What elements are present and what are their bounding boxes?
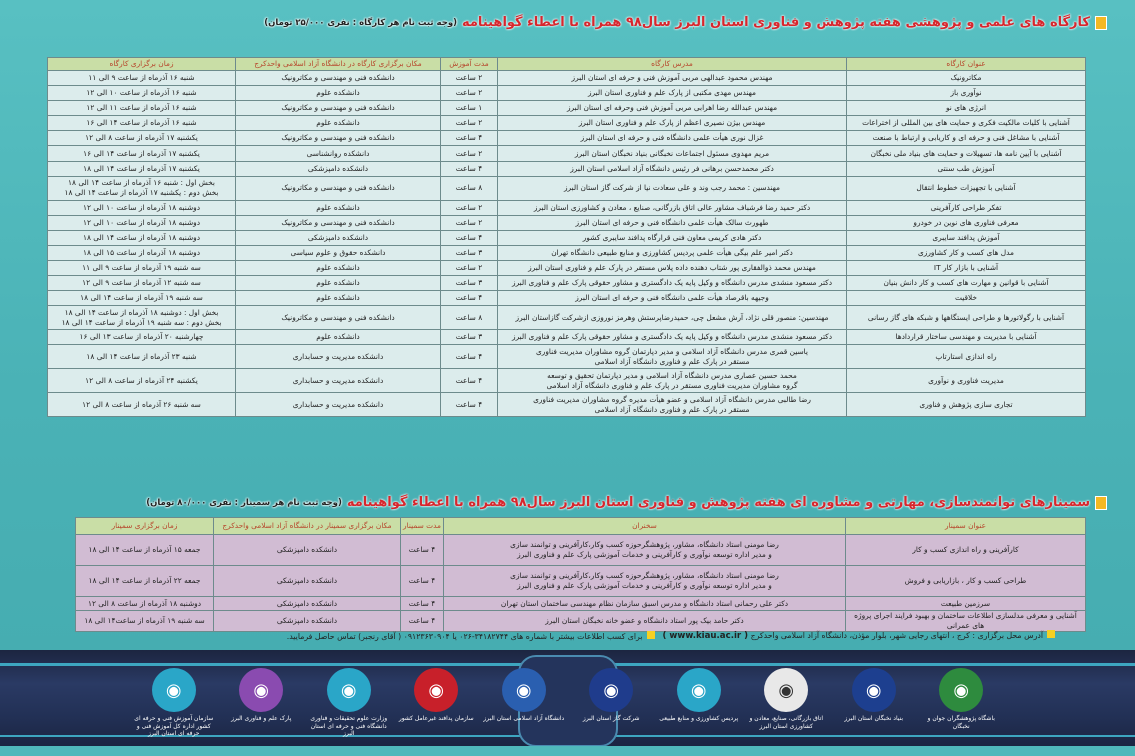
azad-university-logo-icon: ◉ <box>502 668 546 712</box>
table-row <box>48 261 1086 276</box>
cell-duration: ۲ ساعت <box>441 200 498 215</box>
header-time: زمان برگزاری سمینار <box>76 518 214 535</box>
cell-duration: ۳ ساعت <box>441 330 498 345</box>
table-row <box>48 276 1086 291</box>
header-duration: مدت سمینار <box>401 518 444 535</box>
teacher-line-1: رضا طالبی مدرس دانشگاه آزاد اسلامی و عضو هیأت مدیره گروه مشاوران مدیریت فناوری <box>533 394 811 404</box>
cell-place: دانشکده مدیریت و حسابداری <box>236 393 441 417</box>
cell-title: آشنایی با کلیات مالکیت فکری و حمایت های بین المللی از اختراعات <box>847 116 1086 131</box>
cell-teacher <box>498 369 847 393</box>
cell-title: آشنایی با قوانین و مهارت های کسب و کار دانش بنیان <box>847 276 1086 291</box>
header-duration: مدت آموزش <box>441 58 498 71</box>
table-row <box>48 176 1086 200</box>
contact-line <box>287 631 655 641</box>
seminars-fee: (وجه ثبت نام هر سمینار : نفری ۸۰/۰۰۰ تومان) <box>146 497 342 508</box>
cell-duration: ۳ ساعت <box>441 276 498 291</box>
table-row <box>48 116 1086 131</box>
cell-title: مدل های کسب و کار کشاورزی <box>847 245 1086 260</box>
cell-duration: ۸ ساعت <box>441 306 498 330</box>
cell-title: نوآوری باز <box>847 86 1086 101</box>
cell-duration: ۴ ساعت <box>401 597 444 611</box>
cell-place: دانشکده دامپزشکی <box>214 535 401 566</box>
science-park-logo-icon: ◉ <box>239 668 283 712</box>
sponsor-logo <box>133 668 215 738</box>
cell-place: دانشکده فنی و مهندسی و مکاترونیک <box>236 306 441 330</box>
header-time: زمان برگزاری کارگاه <box>48 58 236 71</box>
table-row <box>76 597 1086 611</box>
workshops-heading <box>20 15 1107 30</box>
speaker-line: و مدیر اداره توسعه نوآوری و کارآفرینی و خدمات آموزشی پارک علم و فناوری البرز <box>517 581 772 590</box>
cell-duration: ۴ ساعت <box>441 369 498 393</box>
sponsor-logo <box>483 668 565 738</box>
header-place: مکان برگزاری سمینار در دانشگاه آزاد اسلامی واحدکرج <box>214 518 401 535</box>
cell-teacher: دکتر امیر علم بیگی هیأت علمی پردیس کشاورزی و منابع طبیعی دانشگاه تهران <box>498 245 847 260</box>
teacher-line-1: یاسین قمری مدرس دانشگاه آزاد اسلامی و مدیر دپارتمان گروه مشاوران مدیریت فناوری <box>536 346 808 356</box>
cell-time: یکشنبه ۱۷ آذرماه از ساعت ۱۴ الی ۱۸ <box>48 161 236 176</box>
cell-place: دانشکده علوم <box>236 116 441 131</box>
cell-place: دانشکده علوم <box>236 330 441 345</box>
cell-title: طراحی کسب و کار ، بازاریابی و فروش <box>846 566 1086 597</box>
logo-label: پارک علم و فناوری البرز <box>231 715 292 722</box>
cell-teacher: وجیهه باقرصاد هیأت علمی دانشگاه فنی و حرفه ای استان البرز <box>498 291 847 306</box>
cell-time: شنبه ۱۶ آذرماه از ساعت ۱۴ الی ۱۶ <box>48 116 236 131</box>
sponsor-logo <box>658 668 740 738</box>
tvto-logo-icon: ◉ <box>152 668 196 712</box>
cell-speaker <box>444 597 846 611</box>
table-row <box>76 611 1086 632</box>
cell-title: آشنایی با تجهیزات خطوط انتقال <box>847 176 1086 200</box>
cell-place: دانشکده مدیریت و حسابداری <box>236 369 441 393</box>
sponsor-logo <box>920 668 1002 738</box>
table-row <box>48 161 1086 176</box>
logo-label: بنیاد نخبگان استان البرز <box>844 715 904 722</box>
cell-duration: ۸ ساعت <box>441 176 498 200</box>
contact-text: برای کسب اطلاعات بیشتر با شماره های ۳۴۱۸۲۷۴۴-۰۲۶ یا ۰۹۱۲۳۶۳۰۹۰۴ ( آقای رنجبر) تماس حاصل فرمایید. <box>286 631 643 641</box>
cell-time <box>48 176 236 200</box>
cell-time: سه شنبه ۱۹ آذرماه از ساعت ۹ الی ۱۱ <box>48 261 236 276</box>
cell-duration: ۴ ساعت <box>401 535 444 566</box>
logo-label: سازمان پدافند غیرعامل کشور <box>398 715 474 722</box>
bullet-square-icon <box>1095 496 1107 510</box>
website-link[interactable]: ( www.kiau.ac.ir ) <box>662 631 749 641</box>
workshops-title: کارگاه های علمی و پژوهشی هفته پژوهش و فناوری استان البرز سال۹۸ همراه با اعطاء گواهینامه <box>462 15 1090 30</box>
cell-title: معرفی فناوری های نوین در خودرو <box>847 215 1086 230</box>
logo-label: دانشگاه آزاد اسلامی استان البرز <box>483 715 565 722</box>
speaker-line: دکتر حامد بیک پور استاد دانشگاه و عضو خانه نخبگان استان البرز <box>545 616 744 625</box>
cell-title: آشنایی با آیین نامه ها، تسهیلات و حمایت های بنیاد ملی نخبگان <box>847 146 1086 161</box>
header-teacher: سخنران <box>444 518 846 535</box>
teacher-line-2: مستقر در پارک علم و فناوری دانشگاه آزاد اسلامی <box>594 356 750 366</box>
header-row <box>48 58 1086 71</box>
passive-defense-logo-icon: ◉ <box>414 668 458 712</box>
table-row <box>48 306 1086 330</box>
cell-title: آشنایی با بازار کار IT <box>847 261 1086 276</box>
logo-label: اتاق بازرگانی، صنایع، معادن و کشاورزی استان البرز <box>749 715 823 730</box>
cell-speaker <box>444 566 846 597</box>
cell-teacher: دکتر هادی کریمی معاون فنی قرارگاه پدافند سایبری کشور <box>498 230 847 245</box>
cell-duration: ۲ ساعت <box>441 261 498 276</box>
teacher-line-1: محمد حسین عصاری مدرس دانشگاه آزاد اسلامی و مدیر دپارتمان تحقیق و توسعه <box>547 370 797 380</box>
cell-teacher: مهندس بیژن نصیری اعظم از پارک علم و فناوری استان البرز <box>498 116 847 131</box>
cell-teacher: مریم مهدوی مسئول اجتماعات نخبگانی بنیاد نخبگان استان البرز <box>498 146 847 161</box>
cell-title: راه اندازی استارتاپ <box>847 345 1086 369</box>
table-row <box>76 566 1086 597</box>
footer-info <box>20 630 1055 641</box>
teacher-line-2: مستقر در پارک علم و فناوری دانشگاه آزاد اسلامی <box>594 404 750 414</box>
speaker-line: و مدیر اداره توسعه نوآوری و کارآفرینی و خدمات آموزشی پارک علم و فناوری البرز <box>517 550 772 559</box>
cell-place: دانشکده فنی و مهندسی و مکاترونیک <box>236 71 441 86</box>
cell-time: سه شنبه ۲۶ آذرماه از ساعت ۸ الی ۱۲ <box>48 393 236 417</box>
cell-teacher: طهورث سالک هیأت علمی دانشگاه فنی و حرفه ای استان البرز <box>498 215 847 230</box>
table-row <box>48 86 1086 101</box>
logo-label: وزارت علوم تحقیقات و فناوری دانشگاه فنی و حرفه ای استان البرز <box>310 715 388 737</box>
cell-time: دوشنبه ۱۸ آذرماه از ساعت ۱۵ الی ۱۸ <box>48 245 236 260</box>
logo-label: باشگاه پژوهشگران جوان و نخبگان <box>927 715 995 730</box>
table-row <box>48 369 1086 393</box>
cell-time: چهارشنبه ۲۰ آذرماه از ساعت ۱۳ الی ۱۶ <box>48 330 236 345</box>
cell-place: دانشکده علوم <box>236 276 441 291</box>
cell-place: دانشکده دامپزشکی <box>236 161 441 176</box>
cell-teacher <box>498 345 847 369</box>
seminars-table <box>75 517 1086 632</box>
cell-teacher: مهندسین: منصور قلی نژاد، آرش مشعل چی، حمیدرضاپرستش وهرمز نوروزی ازشرکت گازاستان البرز <box>498 306 847 330</box>
sponsor-logo <box>570 668 652 738</box>
cell-place: دانشکده فنی و مهندسی و مکاترونیک <box>236 131 441 146</box>
cell-place: دانشکده روانشناسی <box>236 146 441 161</box>
workshops-fee: (وجه ثبت نام هر کارگاه : نفری ۲۵/۰۰۰ تومان) <box>264 17 457 28</box>
cell-teacher: غزال نوری هیأت علمی دانشگاه فنی و حرفه ای استان البرز <box>498 131 847 146</box>
cell-place: دانشکده فنی و مهندسی و مکاترونیک <box>236 215 441 230</box>
technical-vocational-university-logo-icon: ◉ <box>327 668 371 712</box>
seminars-heading <box>20 495 1107 510</box>
cell-time: سه شنبه ۱۹ آذرماه از ساعت۱۴ الی ۱۸ <box>76 611 214 632</box>
address-text: آدرس محل برگزاری : کرج ، انتهای رجایی شهر، بلوار مؤذن، دانشگاه آزاد اسلامی واحدکرج <box>750 631 1043 640</box>
sponsor-logo <box>833 668 915 738</box>
table-row <box>48 215 1086 230</box>
gas-company-logo-icon: ◉ <box>589 668 633 712</box>
sponsor-logo <box>220 668 302 738</box>
cell-time: دوشنبه ۱۸ آذرماه از ساعت ۸ الی ۱۲ <box>76 597 214 611</box>
table-row <box>48 393 1086 417</box>
cell-teacher: مهندس محمد ذوالفقاری پور شتاب دهنده داده پلاس مستقر در پارک علم و فناوری استان البرز <box>498 261 847 276</box>
cell-time: سه شنبه ۱۲ آذرماه از ساعت ۹ الی ۱۲ <box>48 276 236 291</box>
cell-place: دانشکده حقوق و علوم سیاسی <box>236 245 441 260</box>
cell-place: دانشکده دامپزشکی <box>214 611 401 632</box>
cell-duration: ۲ ساعت <box>441 116 498 131</box>
table-row <box>48 131 1086 146</box>
cell-teacher: دکتر مسعود منشدی مدرس دانشگاه و وکیل پایه یک دادگستری و مشاور حقوقی پارک علم و فناوری البرز <box>498 276 847 291</box>
cell-time: سه شنبه ۱۹ آذرماه از ساعت ۱۴ الی ۱۸ <box>48 291 236 306</box>
header-title: عنوان سمینار <box>846 518 1086 535</box>
cell-title: آشنایی و معرفی مدلسازی اطلاعات ساختمان و بهبود فرایند اجرای پروژه های عمرانی <box>846 611 1086 632</box>
cell-place: دانشکده علوم <box>236 291 441 306</box>
cell-title: تجاری سازی پژوهش و فناوری <box>847 393 1086 417</box>
sponsor-logo <box>308 668 390 738</box>
cell-time: دوشنبه ۱۸ آذرماه از ساعت ۱۰ الی ۱۲ <box>48 200 236 215</box>
cell-time: دوشنبه ۱۸ آذرماه از ساعت ۱۴ الی ۱۸ <box>48 230 236 245</box>
cell-title: آموزش پدافند سایبری <box>847 230 1086 245</box>
cell-duration: ۴ ساعت <box>401 566 444 597</box>
cell-duration: ۴ ساعت <box>441 230 498 245</box>
logo-label: سازمان آموزش فنی و حرفه ای کشور اداره کل آموزش فنی و حرفه ای استان البرز <box>134 715 214 737</box>
cell-duration: ۴ ساعت <box>441 393 498 417</box>
time-part-1: بخش اول : دوشنبه ۱۸ آذرماه از ساعت ۱۴ الی ۱۸ <box>64 307 219 317</box>
cell-title: مکاترونیک <box>847 71 1086 86</box>
cell-teacher <box>498 393 847 417</box>
cell-teacher: دکتر مسعود منشدی مدرس دانشگاه و وکیل پایه یک دادگستری و مشاور حقوقی پارک علم و فناوری البرز <box>498 330 847 345</box>
cell-time: شنبه ۱۶ آذرماه از ساعت ۱۰ الی ۱۲ <box>48 86 236 101</box>
cell-teacher: مهندس عبدالله رضا اهرابی مربی آموزش فنی وحرفه ای استان البرز <box>498 101 847 116</box>
cell-title: سرزمین طبیعت <box>846 597 1086 611</box>
cell-place: دانشکده دامپزشکی <box>236 230 441 245</box>
table-row <box>48 71 1086 86</box>
cell-place: دانشکده فنی و مهندسی و مکاترونیک <box>236 101 441 116</box>
cell-place: دانشکده علوم <box>236 200 441 215</box>
cell-time <box>48 306 236 330</box>
cell-title: کارآفرینی و راه اندازی کسب و کار <box>846 535 1086 566</box>
cell-place: دانشکده علوم <box>236 261 441 276</box>
cell-duration: ۳ ساعت <box>441 245 498 260</box>
cell-place: دانشکده دامپزشکی <box>214 566 401 597</box>
bottom-strip <box>0 746 1135 756</box>
young-researchers-club-logo-icon: ◉ <box>939 668 983 712</box>
address-line <box>663 630 1055 641</box>
cell-duration: ۴ ساعت <box>441 161 498 176</box>
sponsor-logo <box>745 668 827 738</box>
table-row <box>48 245 1086 260</box>
bullet-square-icon <box>1047 630 1055 638</box>
header-row <box>76 518 1086 535</box>
header-title: عنوان کارگاه <box>847 58 1086 71</box>
cell-teacher: مهندس محمود عبدالهی مربی آموزش فنی و حرفه ای استان البرز <box>498 71 847 86</box>
cell-place: دانشکده دامپزشکی <box>214 597 401 611</box>
table-row <box>48 330 1086 345</box>
chamber-of-commerce-logo-icon: ◉ <box>764 668 808 712</box>
cell-time: جمعه ۲۲ آذرماه از ساعت ۱۴ الی ۱۸ <box>76 566 214 597</box>
sponsor-logo <box>395 668 477 738</box>
table-row <box>48 200 1086 215</box>
cell-teacher: مهندسین : محمد رجب وند و علی سعادت نیا از شرکت گاز استان البرز <box>498 176 847 200</box>
cell-time: شنبه ۲۳ آذرماه از ساعت ۱۴ الی ۱۸ <box>48 345 236 369</box>
cell-speaker <box>444 611 846 632</box>
cell-speaker <box>444 535 846 566</box>
header-place: مکان برگزاری کارگاه در دانشگاه آزاد اسلامی واحدکرج <box>236 58 441 71</box>
cell-time: شنبه ۱۶ آذرماه از ساعت ۹ الی ۱۱ <box>48 71 236 86</box>
cell-duration: ۴ ساعت <box>441 131 498 146</box>
speaker-line: دکتر علی رحمانی استاد دانشگاه و مدرس اسبق سازمان نظام مهندسی ساختمان استان تهران <box>500 598 789 608</box>
cell-duration: ۲ ساعت <box>441 215 498 230</box>
cell-duration: ۴ ساعت <box>441 291 498 306</box>
cell-teacher: دکتر محمدحسن برهانی فر رئیس دانشگاه آزاد اسلامی استان البرز <box>498 161 847 176</box>
sponsor-logos <box>0 668 1135 738</box>
workshops-table <box>47 57 1086 417</box>
seminars-title: سمینارهای توانمندسازی، مهارتی و مشاوره ای هفته پژوهش و فناوری استان البرز سال۹۸ همراه با اعطاء گواهینامه <box>346 495 1090 510</box>
cell-duration: ۲ ساعت <box>441 86 498 101</box>
cell-time: یکشنبه ۱۷ آذرماه از ساعت ۱۴ الی ۱۶ <box>48 146 236 161</box>
cell-title: آشنایی با مدیریت و مهندسی ساختار قراردادها <box>847 330 1086 345</box>
cell-title: تفکر طراحی کارآفرینی <box>847 200 1086 215</box>
cell-time: یکشنبه ۱۷ آذرماه از ساعت ۸ الی ۱۲ <box>48 131 236 146</box>
cell-time: جمعه ۱۵ آذرماه از ساعت ۱۴ الی ۱۸ <box>76 535 214 566</box>
university-of-tehran-logo-icon: ◉ <box>677 668 721 712</box>
time-part-2: بخش دوم : یکشنبه ۱۷ آذرماه از ساعت ۱۴ الی ۱۸ <box>64 188 219 198</box>
speaker-line: رضا مومنی استاد دانشگاه، مشاور، پژوهشگرحوزه کسب وکار،کارآفرینی و توانمند سازی <box>510 540 779 549</box>
teacher-line-2: گروه مشاوران مدیریت فناوری مستقر در پارک علم و فناوری دانشگاه آزاد اسلامی <box>546 380 798 390</box>
time-part-2: بخش دوم : سه شنبه ۱۹ آذرماه از ساعت ۱۴ الی ۱۸ <box>61 317 222 327</box>
cell-title: آموزش طب سنتی <box>847 161 1086 176</box>
cell-teacher: دکتر حمید رضا فرشباف مشاور عالی اتاق بازرگانی، صنایع ، معادن و کشاورزی استان البرز <box>498 200 847 215</box>
bullet-square-icon <box>1095 16 1107 30</box>
cell-place: دانشکده علوم <box>236 86 441 101</box>
cell-time: یکشنبه ۲۴ آذرماه از ساعت ۸ الی ۱۲ <box>48 369 236 393</box>
table-row <box>48 230 1086 245</box>
cell-place: دانشکده فنی و مهندسی و مکاترونیک <box>236 176 441 200</box>
cell-title: آشنایی با رگولاتورها و طراحی ایستگاهها و شبکه های گاز رسانی <box>847 306 1086 330</box>
cell-duration: ۱ ساعت <box>441 101 498 116</box>
table-row <box>48 146 1086 161</box>
time-part-1: بخش اول : شنبه ۱۶ آذرماه از ساعت ۱۴ الی ۱۸ <box>68 178 215 188</box>
elites-foundation-logo-icon: ◉ <box>852 668 896 712</box>
logo-label: پردیس کشاورزی و منابع طبیعی <box>659 715 739 722</box>
logo-label: شرکت گاز استان البرز <box>582 715 640 722</box>
cell-time: دوشنبه ۱۸ آذرماه از ساعت ۱۰ الی ۱۲ <box>48 215 236 230</box>
table-row <box>48 291 1086 306</box>
cell-duration: ۴ ساعت <box>401 611 444 632</box>
bullet-square-icon <box>647 631 655 639</box>
cell-title: انرژی های نو <box>847 101 1086 116</box>
cell-duration: ۴ ساعت <box>441 345 498 369</box>
cell-title: خلاقیت <box>847 291 1086 306</box>
header-teacher: مدرس کارگاه <box>498 58 847 71</box>
cell-title: مدیریت فناوری و نوآوری <box>847 369 1086 393</box>
cell-title: آشنایی با مشاغل فنی و حرفه ای و کاریابی و ارتباط با صنعت <box>847 131 1086 146</box>
table-row <box>48 345 1086 369</box>
cell-time: شنبه ۱۶ آذرماه از ساعت ۱۱ الی ۱۲ <box>48 101 236 116</box>
table-row <box>48 101 1086 116</box>
cell-duration: ۲ ساعت <box>441 146 498 161</box>
cell-teacher: مهندس مهدی مکتبی از پارک علم و فناوری استان البرز <box>498 86 847 101</box>
cell-duration: ۲ ساعت <box>441 71 498 86</box>
speaker-line: رضا مومنی استاد دانشگاه، مشاور، پژوهشگرحوزه کسب وکار،کارآفرینی و توانمند سازی <box>510 571 779 580</box>
cell-place: دانشکده مدیریت و حسابداری <box>236 345 441 369</box>
table-row <box>76 535 1086 566</box>
